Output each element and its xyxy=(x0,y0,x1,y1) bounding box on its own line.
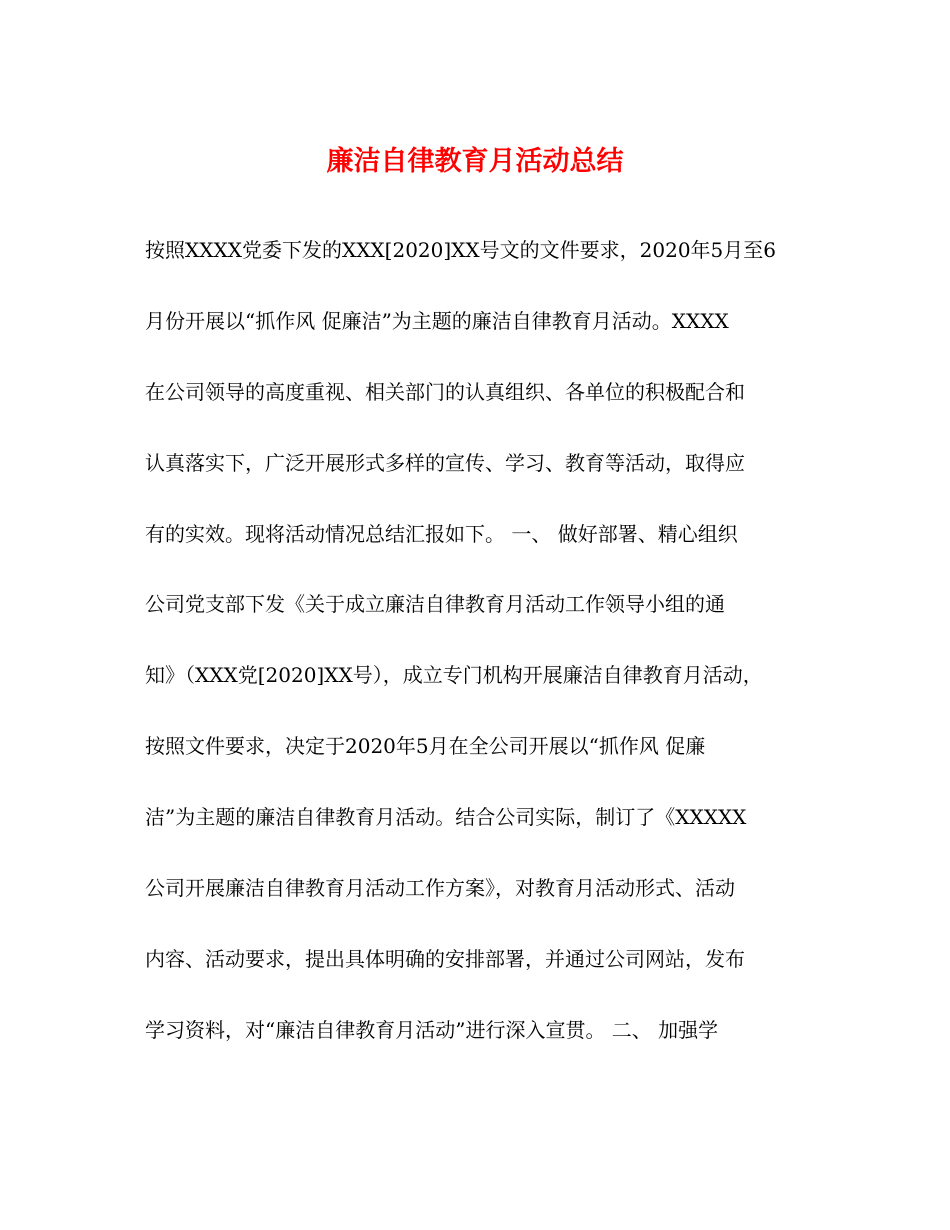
body-line: 学习资料，对“廉洁自律教育月活动”进行深入宣贯。 二、 加强学 xyxy=(145,1017,719,1042)
document-title: 廉洁自律教育月活动总结 xyxy=(326,146,624,177)
body-line: 知》（XXX党[2020]XX号），成立专门机构开展廉洁自律教育月活动， xyxy=(145,663,763,688)
body-line: 洁”为主题的廉洁自律教育月活动。结合公司实际，制订了《XXXXX xyxy=(145,805,747,830)
body-line: 按照文件要求，决定于2020年5月在全公司开展以“抓作风 促廉 xyxy=(145,734,706,759)
body-line: 月份开展以“抓作风 促廉洁”为主题的廉洁自律教育月活动。XXXX xyxy=(145,308,729,333)
body-line: 有的实效。现将活动情况总结汇报如下。 一、 做好部署、精心组织 xyxy=(145,521,738,546)
body-line: 按照XXXX党委下发的XXX[2020]XX号文的文件要求，2020年5月至6 xyxy=(145,238,776,262)
body-line: 认真落实下，广泛开展形式多样的宣传、学习、教育等活动，取得应 xyxy=(145,450,745,475)
document-body xyxy=(145,230,825,1081)
body-line: 在公司领导的高度重视、相关部门的认真组织、各单位的积极配合和 xyxy=(145,379,745,404)
body-line: 公司开展廉洁自律教育月活动工作方案》，对教育月活动形式、活动 xyxy=(145,876,735,901)
body-line: 公司党支部下发《关于成立廉洁自律教育月活动工作领导小组的通 xyxy=(145,592,725,617)
body-line: 内容、活动要求，提出具体明确的安排部署，并通过公司网站，发布 xyxy=(145,946,745,971)
